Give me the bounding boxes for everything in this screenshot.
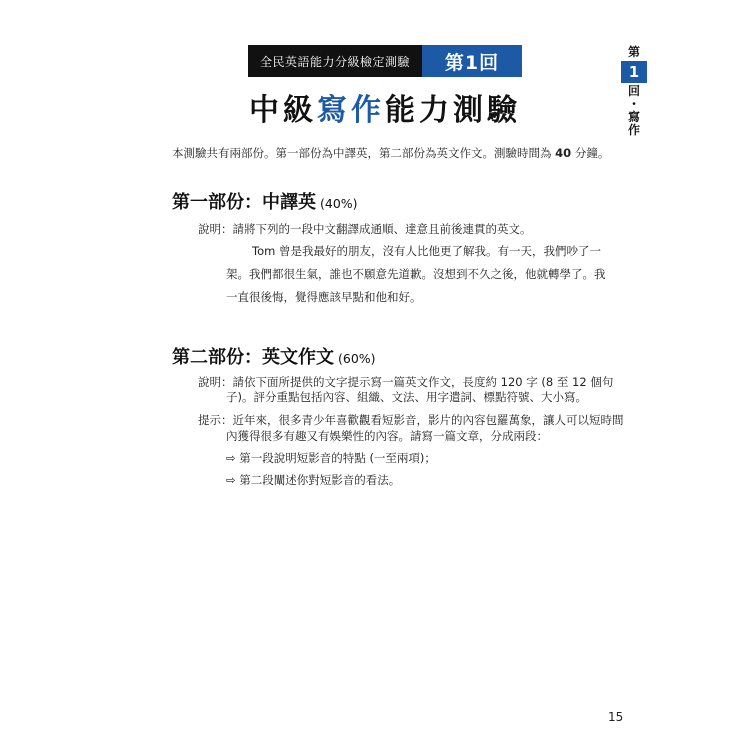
part2-hint-line: 提示：近年來，很多青少年喜歡觀看短影音，影片的內容包羅萬象，讓人可以短時間	[198, 413, 624, 427]
part1-title: 第一部份：中譯英	[172, 192, 316, 213]
round-label: 第1回	[422, 45, 522, 77]
intro-text-b: 分鐘。	[571, 146, 610, 160]
part2-instruction-line: 說明：請依下面所提供的文字提示寫一篇英文作文，長度約 120 字 (8 至 12 個句	[198, 375, 614, 389]
header-banner	[248, 45, 522, 77]
part2-hint-line: 內獲得很多有趣又有娛樂性的內容。請寫一篇文章，分成兩段：	[226, 429, 548, 443]
part1-passage-line: Tom 曾是我最好的朋友，沒有人比他更了解我。有一天，我們吵了一	[252, 244, 601, 258]
part2-heading	[172, 343, 376, 369]
page-number: 15	[608, 710, 624, 724]
part1-percent: (40%)	[320, 196, 358, 211]
exam-series-label: 全民英語能力分級檢定測驗	[248, 45, 422, 77]
part2-instruction-line: 子)。評分重點包括內容、組織、文法、用字遣詞、標點符號、大小寫。	[226, 390, 587, 404]
side-tab-number: 1	[621, 61, 647, 83]
side-tab-char: 回	[627, 84, 640, 98]
intro-text-a: 本測驗共有兩部份。第一部份為中譯英，第二部份為英文作文。測驗時間為	[172, 146, 556, 160]
side-tab-top: 第	[627, 45, 640, 59]
side-tab-char: 作	[627, 123, 640, 137]
part1-instruction: 說明：請將下列的一段中文翻譯成通順、達意且前後連貫的英文。	[198, 222, 532, 236]
part2-title: 第二部份：英文作文	[172, 347, 334, 368]
title-part-3: 能力測驗	[385, 93, 521, 128]
side-tab-char: 寫	[627, 110, 640, 124]
chapter-side-tab	[621, 45, 647, 137]
part1-heading	[172, 188, 358, 214]
part2-percent: (60%)	[338, 351, 376, 366]
part2-bullet: ⇨ 第二段闡述你對短影音的看法。	[226, 473, 401, 487]
title-part-2: 寫作	[317, 93, 385, 128]
intro-minutes: 40	[555, 146, 572, 160]
side-tab-char: ・	[627, 97, 640, 111]
intro-text	[172, 145, 609, 161]
part1-passage-line: 架。我們都很生氣，誰也不願意先道歉。沒想到不久之後，他就轉學了。我	[226, 267, 606, 281]
part1-passage-line: 一直很後悔，覺得應該早點和他和好。	[226, 290, 422, 304]
part2-bullet: ⇨ 第一段說明短影音的特點 (一至兩項)；	[226, 451, 436, 465]
title-part-1: 中級	[249, 93, 317, 128]
page-title	[200, 85, 570, 129]
